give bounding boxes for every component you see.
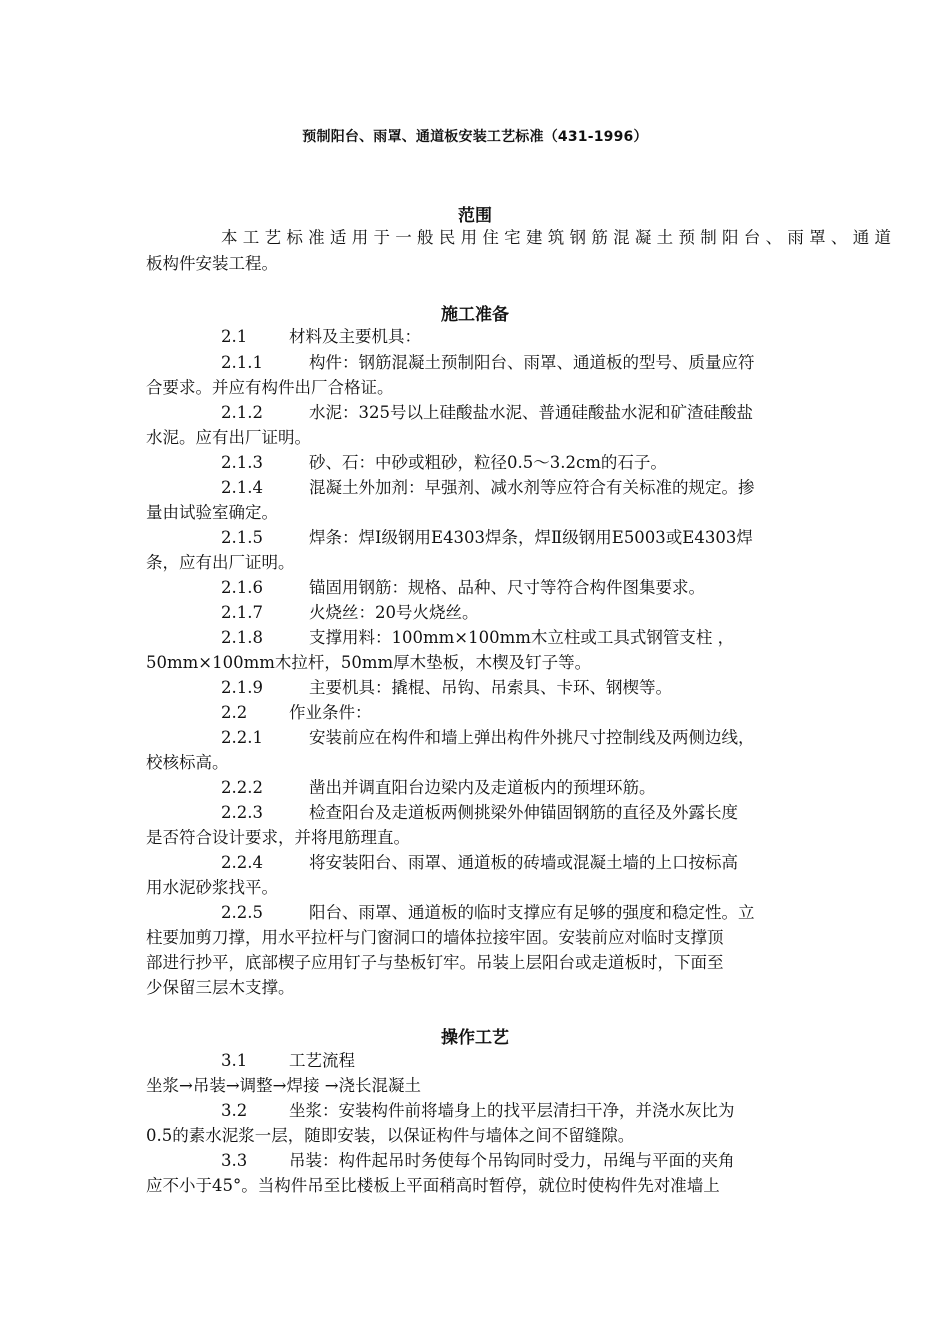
clause-text-continuation: 水泥。应有出厂证明。 <box>146 428 311 447</box>
clause-text: 检查阳台及走道板两侧挑梁外伸锚固钢筋的直径及外露长度 <box>309 803 738 822</box>
clause-number: 2.1.8 <box>221 628 263 647</box>
clause-text-continuation: 柱要加剪刀撑，用水平拉杆与门窗洞口的墙体拉接牢固。安装前应对临时支撑顶 <box>146 928 724 947</box>
clause-2-1-8 <box>146 625 891 650</box>
clause-text-continuation: 量由试验室确定。 <box>146 503 278 522</box>
clause-number: 3.1 <box>221 1051 248 1070</box>
clause-text: 混凝土外加剂：早强剂、减水剂等应符合有关标准的规定。掺 <box>309 478 755 497</box>
clause-number: 2.1.7 <box>221 603 263 622</box>
clause-text: 将安装阳台、雨罩、通道板的砖墙或混凝土墙的上口按标高 <box>309 853 738 872</box>
clause-text: 构件：钢筋混凝土预制阳台、雨罩、通道板的型号、质量应符 <box>309 353 755 372</box>
document-title: 预制阳台、雨罩、通道板安装工艺标准（431-1996） <box>302 129 648 145</box>
clause-number: 2.1.4 <box>221 478 263 497</box>
clause-text-continuation: 合要求。并应有构件出厂合格证。 <box>146 378 394 397</box>
clause-2-2-4 <box>146 850 891 875</box>
clause-text-continuation: 是否符合设计要求，并将甩筋理直。 <box>146 828 410 847</box>
clause-2-1-3 <box>146 450 891 475</box>
section-heading-scope: 范围 <box>458 206 492 226</box>
clause-text: 火烧丝：20号火烧丝。 <box>309 603 479 622</box>
clause-number: 3.3 <box>221 1151 248 1170</box>
clause-text-continuation: 部进行抄平，底部楔子应用钉子与垫板钉牢。吊装上层阳台或走道板时，下面至 <box>146 953 724 972</box>
clause-2-1-2 <box>146 400 891 425</box>
clause-number: 2.1.2 <box>221 403 263 422</box>
clause-3-2 <box>146 1098 891 1123</box>
clause-2-1 <box>146 324 891 349</box>
scope-paragraph-line: 板构件安装工程。 <box>146 254 278 273</box>
section-heading-prep: 施工准备 <box>441 305 509 325</box>
section-heading-ops: 操作工艺 <box>441 1028 509 1048</box>
clause-2-1-9 <box>146 675 891 700</box>
clause-2-1-6 <box>146 575 891 600</box>
clause-text-continuation: 用水泥砂浆找平。 <box>146 878 278 897</box>
clause-text: 坐浆：安装构件前将墙身上的找平层清扫干净，并浇水灰比为 <box>289 1101 735 1120</box>
clause-text: 材料及主要机具： <box>289 327 421 346</box>
clause-2-2-3 <box>146 800 891 825</box>
clause-2-1-5 <box>146 525 891 550</box>
clause-text: 砂、石：中砂或粗砂，粒径0.5～3.2cm的石子。 <box>309 453 667 472</box>
clause-number: 2.1.5 <box>221 528 263 547</box>
clause-text: 安装前应在构件和墙上弹出构件外挑尺寸控制线及两侧边线， <box>309 728 755 747</box>
clause-text: 锚固用钢筋：规格、品种、尺寸等符合构件图集要求。 <box>309 578 705 597</box>
clause-text: 主要机具：撬棍、吊钩、吊索具、卡环、钢楔等。 <box>309 678 672 697</box>
clause-2-1-7 <box>146 600 891 625</box>
clause-text: 凿出并调直阳台边梁内及走道板内的预埋环筋。 <box>309 778 656 797</box>
clause-text: 支撑用料：100mm×100mm木立柱或工具式钢管支柱 ， <box>309 628 735 647</box>
clause-number: 2.1.1 <box>221 353 263 372</box>
clause-2-2-1 <box>146 725 891 750</box>
clause-number: 2.1.6 <box>221 578 263 597</box>
clause-2-1-4 <box>146 475 891 500</box>
clause-number: 2.2 <box>221 703 248 722</box>
clause-3-3 <box>146 1148 891 1173</box>
clause-text-continuation: 少保留三层木支撑。 <box>146 978 295 997</box>
clause-text: 作业条件： <box>289 703 372 722</box>
clause-number: 2.2.5 <box>221 903 263 922</box>
clause-2-2-2 <box>146 775 891 800</box>
clause-number: 2.2.3 <box>221 803 263 822</box>
clause-text-continuation: 0.5的素水泥浆一层，随即安装，以保证构件与墙体之间不留缝隙。 <box>146 1126 635 1145</box>
clause-text-continuation: 应不小于45°。当构件吊至比楼板上平面稍高时暂停，就位时使构件先对准墙上 <box>146 1176 720 1195</box>
clause-number: 2.1 <box>221 327 248 346</box>
clause-text: 工艺流程 <box>289 1051 355 1070</box>
process-flow: 坐浆→吊装→调整→焊接 →浇长混凝土 <box>146 1076 422 1095</box>
clause-text-continuation: 校核标高。 <box>146 753 229 772</box>
clause-text: 吊装：构件起吊时务使每个吊钩同时受力，吊绳与平面的夹角 <box>289 1151 735 1170</box>
clause-number: 2.2.1 <box>221 728 263 747</box>
clause-text: 焊条：焊Ⅰ级钢用E4303焊条，焊Ⅱ级钢用E5003或E4303焊 <box>309 528 753 547</box>
clause-text: 阳台、雨罩、通道板的临时支撑应有足够的强度和稳定性。立 <box>309 903 755 922</box>
clause-number: 2.1.3 <box>221 453 263 472</box>
clause-2-2 <box>146 700 891 725</box>
clause-text: 水泥：325号以上硅酸盐水泥、普通硅酸盐水泥和矿渣硅酸盐 <box>309 403 753 422</box>
clause-number: 2.2.4 <box>221 853 263 872</box>
clause-number: 2.1.9 <box>221 678 263 697</box>
clause-text-continuation: 50mm×100mm木拉杆，50mm厚木垫板，木楔及钉子等。 <box>146 653 592 672</box>
clause-2-2-5 <box>146 900 891 925</box>
clause-text-continuation: 条，应有出厂证明。 <box>146 553 295 572</box>
clause-number: 2.2.2 <box>221 778 263 797</box>
clause-3-1 <box>146 1048 891 1073</box>
clause-2-1-1 <box>146 350 891 375</box>
clause-number: 3.2 <box>221 1101 248 1120</box>
scope-paragraph-line: 本工艺标准适用于一般民用住宅建筑钢筋混凝土预制阳台、雨罩、通道 <box>221 228 891 247</box>
